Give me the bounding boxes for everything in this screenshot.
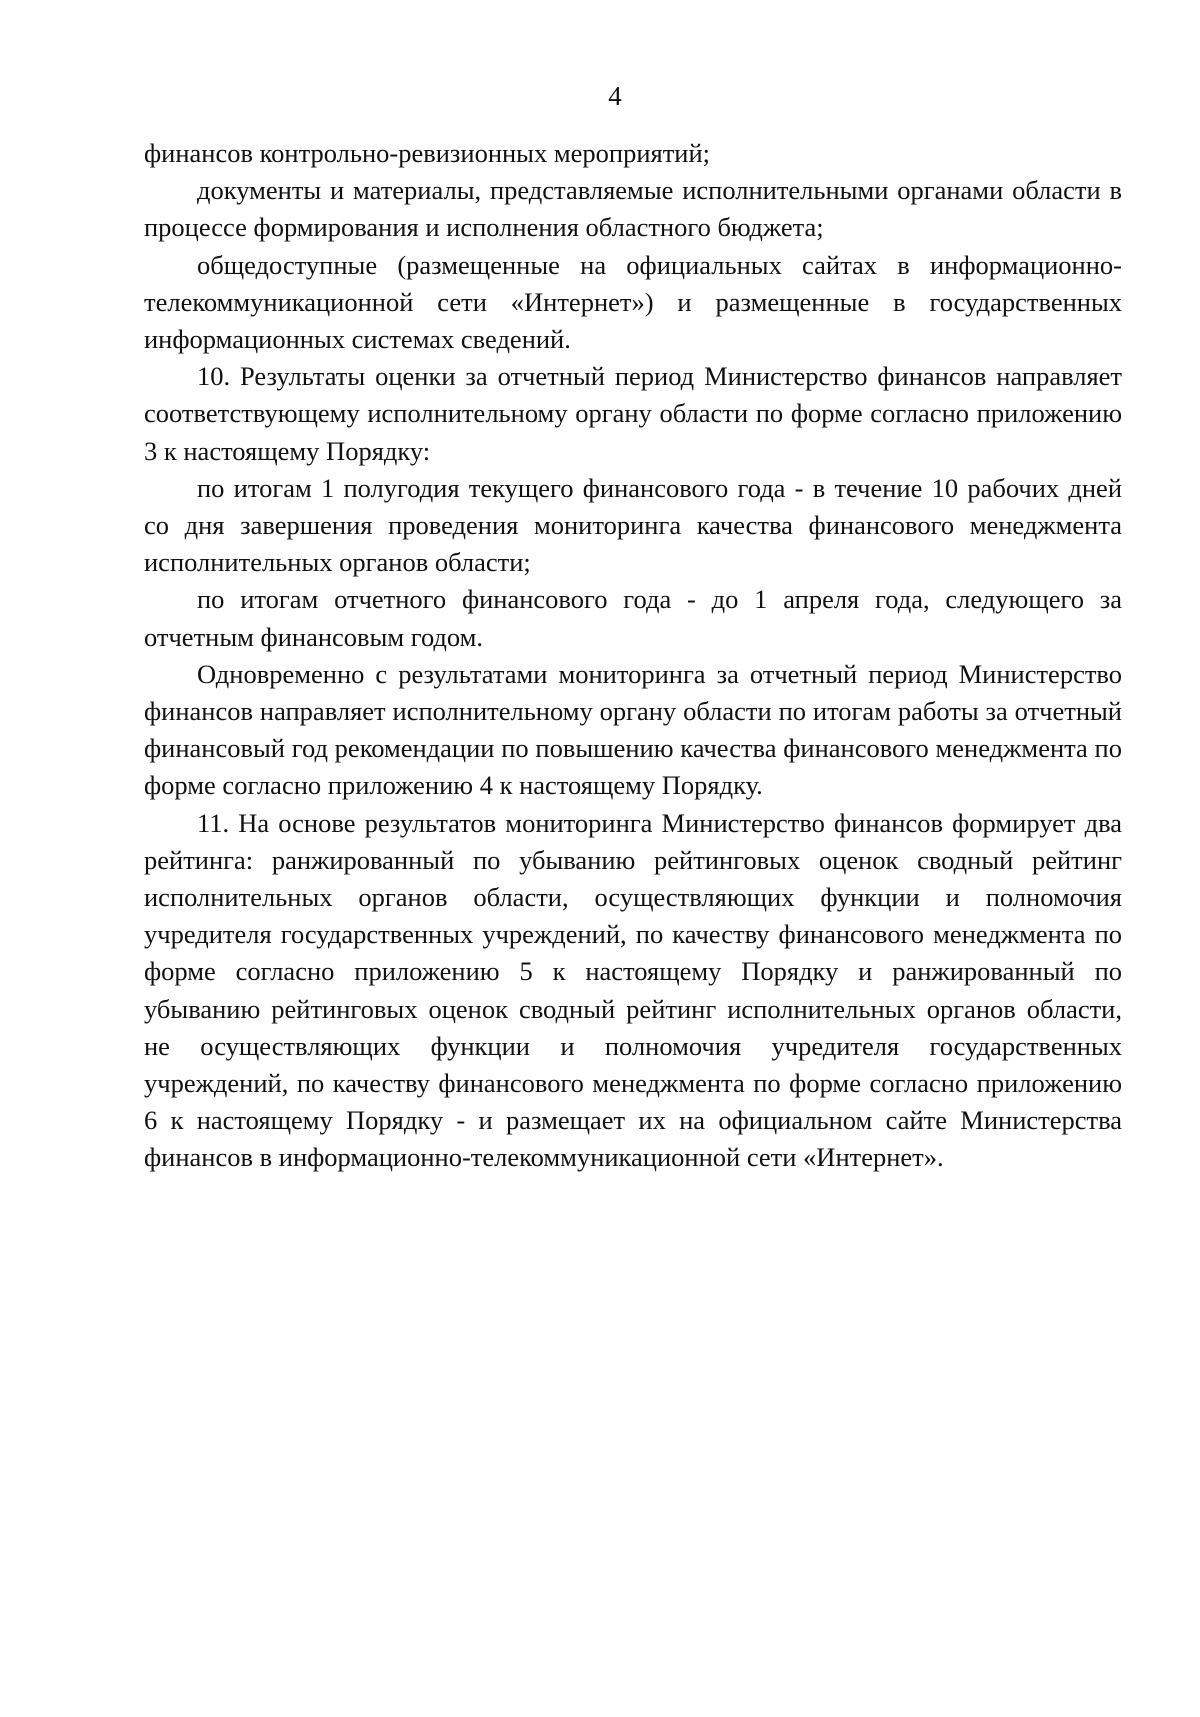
- paragraph-item-10: 10. Результаты оценки за отчетный период Министерство финансов направляет соответствующему исполнительному органу области по форме согласно приложению 3 к настоящему Порядку:: [144, 361, 1122, 466]
- page-number: 4: [608, 81, 622, 111]
- paragraph-annual-results: по итогам отчетного финансового года - до 1 апреля года, следующего за отчетным финансовым годом.: [144, 584, 1122, 652]
- paragraph-public-information: общедоступные (размещенные на официальных сайтах в информационно-телекоммуникационной сети «Интернет») и размещенные в государственных информационных системах сведений.: [144, 249, 1122, 355]
- paragraph-item-11: 11. На основе результатов мониторинга Министерство финансов формирует два рейтинга: ранжированный по убыванию рейтинговых оценок сводный рейтинг исполнительных органов области, осуществляющих функции и полномочия учредителя государственных учреждений, по качеству финансового менеджмента по форме согласно приложению 5 к настоящему Порядку и ранжированный по убыванию рейтинговых оценок сводный рейтинг исполнительных органов области, не осуществляющих функции и полномочия учредителя государственных учреждений, по качеству финансового менеджмента по форме согласно приложению 6 к настоящему Порядку - и размещает их на официальном сайте Министерства финансов в информационно-телекоммуникационной сети «Интернет».: [144, 807, 1122, 1173]
- paragraph-documents-materials: документы и материалы, представляемые исполнительными органами области в процессе формирования и исполнения областного бюджета;: [144, 175, 1122, 243]
- paragraph-half-year-results: по итогам 1 полугодия текущего финансового года - в течение 10 рабочих дней со дня завершения проведения мониторинга качества финансового менеджмента исполнительных органов области;: [144, 472, 1122, 578]
- document-body: [144, 135, 1122, 1177]
- paragraph-continuation: финансов контрольно-ревизионных мероприятий;: [144, 138, 710, 168]
- paragraph-recommendations: Одновременно с результатами мониторинга за отчетный период Министерство финансов направляет исполнительному органу области по итогам работы за отчетный финансовый год рекомендации по повышению качества финансового менеджмента по форме согласно приложению 4 к настоящему Порядку.: [144, 658, 1122, 801]
